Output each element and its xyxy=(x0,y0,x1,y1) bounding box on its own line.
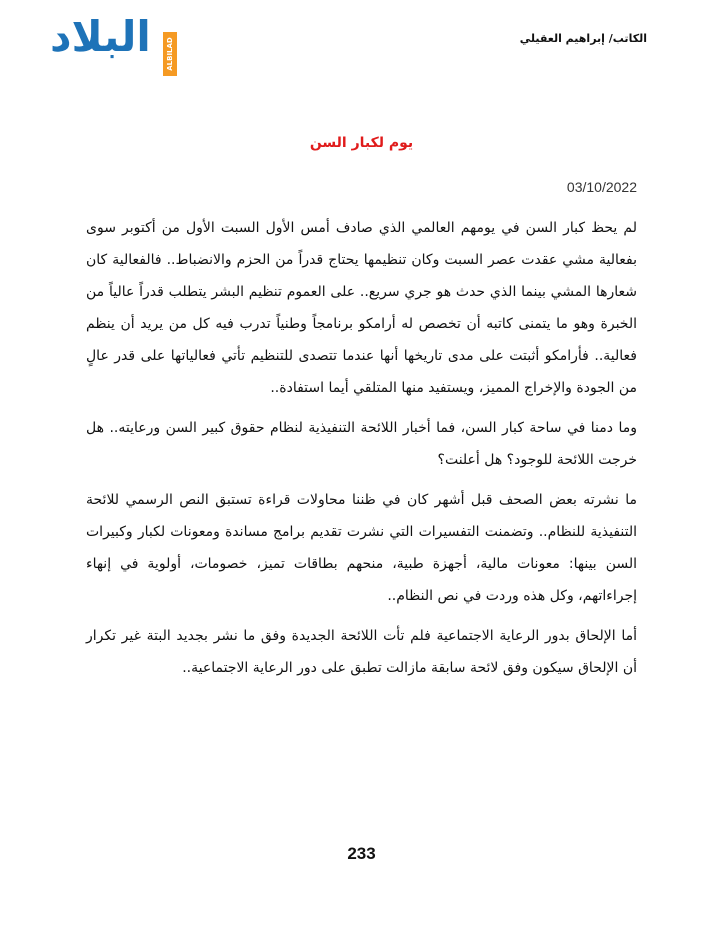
article-date: 03/10/2022 xyxy=(566,179,637,195)
article-body xyxy=(86,212,637,692)
logo-wordmark: البلاد xyxy=(50,12,151,61)
newspaper-logo xyxy=(46,12,188,71)
article-paragraph: أما الإلحاق بدور الرعاية الاجتماعية فلم تأت اللائحة الجديدة وفق ما نشر بجديد البتة غير تكرار أن الإلحاق سيكون وفق لائحة سابقة مازالت تطبق على دور الرعاية الاجتماعية.. xyxy=(86,628,637,676)
logo-badge-text: ALBILAD TV xyxy=(166,37,188,71)
article-paragraph: وما دمنا في ساحة كبار السن، فما أخبار اللائحة التنفيذية لنظام حقوق كبير السن ورعايته.. هل خرجت اللائحة للوجود؟ هل أعلنت؟ xyxy=(86,420,637,468)
author-byline: الكاتب/ إبراهيم العقيلي xyxy=(519,32,647,45)
article-paragraph: لم يحظ كبار السن في يومهم العالمي الذي صادف أمس الأول السبت الأول من أكتوبر سوى بفعالية مشي عقدت عصر السبت وكان تنظيمها يحتاج قدراً من الحزم والانضباط.. فالفعالية كان شعارها المشي بينما الذي حدث هو جري سريع.. على العموم تنظيم البشر يتطلب قدراً عالياً من الخبرة وهو ما يتمنى كاتبه أن تخصص له أرامكو برنامجاً وطنياً تدرب فيه كل من يريد أن ينظم فعالية.. فأرامكو أثبتت على مدى تاريخها أنها عندما تتصدى للتنظيم تأتي فعالياتها على قدر عالٍ من الجودة والإخراج المميز، ويستفيد منها المتلقي أيما استفادة.. xyxy=(86,220,637,396)
article-paragraph: ما نشرته بعض الصحف قبل أشهر كان في ظننا محاولات قراءة تستبق النص الرسمي للائحة التنفيذية للنظام.. وتضمنت التفسيرات التي نشرت تقديم برامج مساندة ومعونات لكبار وكبيرات السن بينها: معونات مالية، أجهزة طبية، منحهم بطاقات تميز، خصومات، أولوية في إنهاء إجراءاتهم، وكل هذه وردت في نص النظام.. xyxy=(86,492,637,604)
page-number: 233 xyxy=(347,844,376,863)
article-title: يوم لكبار السن xyxy=(309,135,414,151)
logo-tv-badge xyxy=(163,32,188,76)
